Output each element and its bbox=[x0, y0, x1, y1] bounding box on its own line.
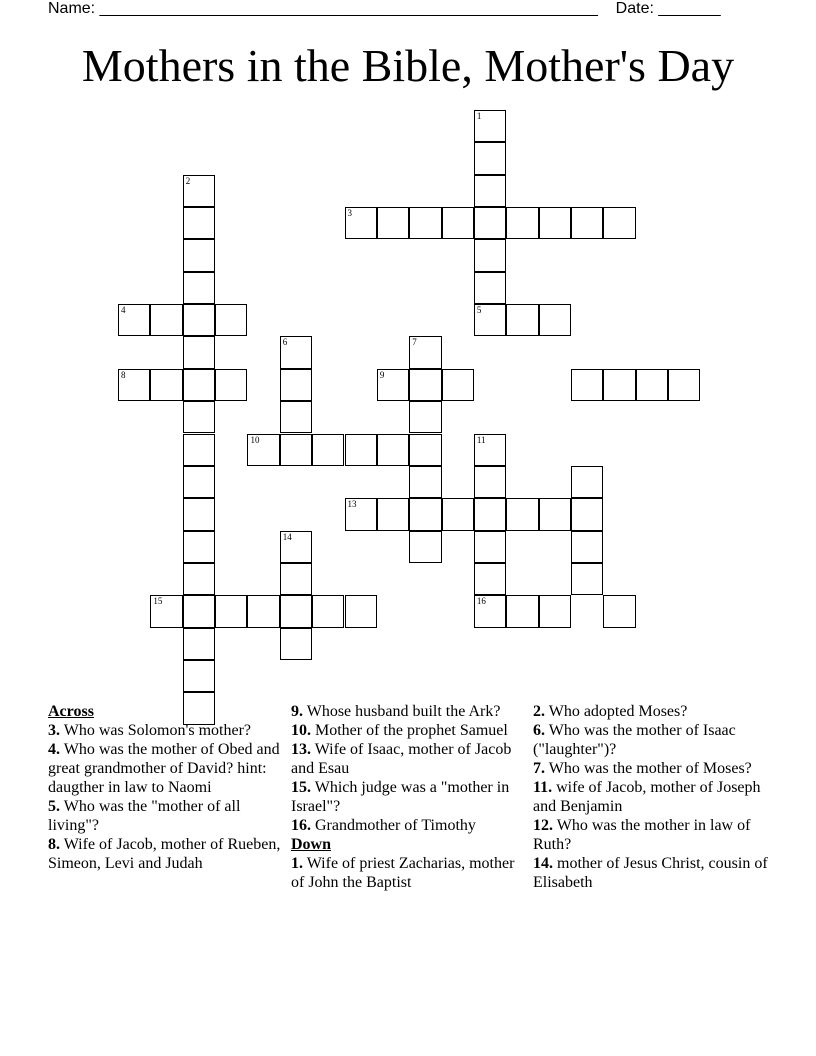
clue-item-text: Who was the mother of Moses? bbox=[545, 760, 752, 777]
crossword-cell[interactable] bbox=[183, 466, 215, 498]
crossword-cell[interactable] bbox=[474, 142, 506, 174]
clue-item bbox=[533, 778, 773, 816]
crossword-cell[interactable] bbox=[409, 207, 441, 239]
crossword-cell[interactable] bbox=[345, 595, 377, 627]
crossword-cell[interactable] bbox=[506, 595, 538, 627]
clue-number: 14 bbox=[282, 531, 292, 542]
clue-item bbox=[533, 816, 773, 854]
clue-item bbox=[533, 854, 773, 892]
clue-number: 13 bbox=[347, 499, 357, 510]
clue-item-number: 12. bbox=[533, 817, 553, 834]
clue-item-text: Wife of Jacob, mother of Rueben, Simeon, Levi and Judah bbox=[48, 836, 281, 872]
crossword-cell[interactable] bbox=[150, 369, 182, 401]
crossword-cell[interactable] bbox=[571, 466, 603, 498]
date-field-label: Date: _______ bbox=[615, 0, 721, 17]
clue-item-text: Mother of the prophet Samuel bbox=[311, 722, 508, 739]
crossword-cell[interactable] bbox=[409, 498, 441, 530]
clue-item-text: Wife of Isaac, mother of Jacob and Esau bbox=[291, 741, 512, 777]
down-clue-list-continued bbox=[533, 702, 773, 892]
crossword-cell[interactable] bbox=[118, 369, 150, 401]
crossword-cell[interactable] bbox=[474, 239, 506, 271]
crossword-cell[interactable] bbox=[636, 369, 668, 401]
crossword-cell[interactable] bbox=[183, 595, 215, 627]
clue-number: 11 bbox=[476, 434, 486, 445]
crossword-cell[interactable] bbox=[377, 498, 409, 530]
clue-number: 3 bbox=[347, 208, 352, 219]
clue-item-number: 10. bbox=[291, 722, 311, 739]
crossword-cell[interactable] bbox=[571, 369, 603, 401]
crossword-cell[interactable] bbox=[183, 239, 215, 271]
clue-number: 4 bbox=[121, 305, 126, 316]
clue-item bbox=[291, 778, 523, 816]
down-clue-list bbox=[291, 854, 523, 892]
crossword-cell[interactable] bbox=[280, 531, 312, 563]
page-title: Mothers in the Bible, Mother's Day bbox=[81, 40, 735, 91]
clue-number: 15 bbox=[153, 596, 163, 607]
crossword-cell[interactable] bbox=[345, 498, 377, 530]
crossword-cell[interactable] bbox=[183, 175, 215, 207]
clue-item bbox=[48, 721, 284, 740]
crossword-cell[interactable] bbox=[571, 531, 603, 563]
clue-item-number: 9. bbox=[291, 703, 303, 720]
clue-item bbox=[533, 721, 773, 759]
down-heading: Down bbox=[291, 836, 332, 853]
clue-item bbox=[533, 702, 773, 721]
crossword-cell[interactable] bbox=[474, 304, 506, 336]
crossword-cell[interactable] bbox=[150, 595, 182, 627]
crossword-cell[interactable] bbox=[280, 595, 312, 627]
crossword-cell[interactable] bbox=[571, 207, 603, 239]
clue-number: 1 bbox=[476, 111, 482, 121]
crossword-cell[interactable] bbox=[247, 434, 279, 466]
crossword-cell[interactable] bbox=[474, 466, 506, 498]
clue-number: 5 bbox=[476, 305, 482, 316]
crossword-cell[interactable] bbox=[474, 110, 506, 142]
crossword-cell[interactable] bbox=[280, 563, 312, 595]
crossword-cell[interactable] bbox=[409, 336, 441, 368]
clue-item-number: 15. bbox=[291, 779, 311, 796]
crossword-cell[interactable] bbox=[183, 434, 215, 466]
crossword-cell[interactable] bbox=[506, 498, 538, 530]
crossword-cell[interactable] bbox=[474, 207, 506, 239]
crossword-cell[interactable] bbox=[603, 369, 635, 401]
crossword-cell[interactable] bbox=[539, 595, 571, 627]
across-clues-column bbox=[48, 702, 284, 873]
crossword-cell[interactable] bbox=[474, 595, 506, 627]
crossword-cell[interactable] bbox=[215, 304, 247, 336]
across-clue-list-continued bbox=[291, 702, 523, 835]
clue-item-number: 4. bbox=[48, 741, 60, 758]
crossword-cell[interactable] bbox=[183, 401, 215, 433]
clue-number: 7 bbox=[412, 337, 417, 348]
clue-item bbox=[533, 759, 773, 778]
crossword-cell[interactable] bbox=[312, 434, 344, 466]
crossword-cell[interactable] bbox=[409, 369, 441, 401]
clue-item bbox=[48, 797, 284, 835]
clue-item-number: 13. bbox=[291, 741, 311, 758]
crossword-cell[interactable] bbox=[506, 304, 538, 336]
clue-item bbox=[291, 702, 523, 721]
crossword-cell[interactable] bbox=[280, 434, 312, 466]
crossword-cell[interactable] bbox=[280, 401, 312, 433]
clue-item-number: 2. bbox=[533, 703, 545, 720]
clue-item bbox=[291, 740, 523, 778]
crossword-cell[interactable] bbox=[183, 563, 215, 595]
clue-item bbox=[291, 816, 523, 835]
crossword-cell[interactable] bbox=[280, 369, 312, 401]
crossword-cell[interactable] bbox=[474, 434, 506, 466]
clue-item-number: 8. bbox=[48, 836, 60, 853]
clue-item bbox=[48, 740, 284, 797]
crossword-cell[interactable] bbox=[474, 531, 506, 563]
across-heading: Across bbox=[48, 703, 94, 720]
crossword-cell[interactable] bbox=[312, 595, 344, 627]
clue-number: 10 bbox=[250, 434, 260, 445]
crossword-cell[interactable] bbox=[150, 304, 182, 336]
crossword-cell[interactable] bbox=[474, 175, 506, 207]
crossword-cell[interactable] bbox=[118, 304, 150, 336]
crossword-cell[interactable] bbox=[183, 304, 215, 336]
clue-item-number: 3. bbox=[48, 722, 60, 739]
clue-item-text: Who was the mother of Isaac ("laughter")? bbox=[533, 722, 736, 758]
clue-item-text: Whose husband built the Ark? bbox=[303, 703, 501, 720]
crossword-cell[interactable] bbox=[377, 207, 409, 239]
crossword-cell[interactable] bbox=[247, 595, 279, 627]
crossword-cell[interactable] bbox=[474, 272, 506, 304]
crossword-cell[interactable] bbox=[603, 595, 635, 627]
crossword-cell[interactable] bbox=[539, 207, 571, 239]
crossword-cell[interactable] bbox=[409, 401, 441, 433]
crossword-cell[interactable] bbox=[280, 336, 312, 368]
clue-item-text: Wife of priest Zacharias, mother of John the Baptist bbox=[291, 855, 515, 891]
clue-item-number: 7. bbox=[533, 760, 545, 777]
crossword-cell[interactable] bbox=[539, 498, 571, 530]
crossword-cell[interactable] bbox=[571, 563, 603, 595]
crossword-cell[interactable] bbox=[280, 628, 312, 660]
clues-column-middle bbox=[291, 702, 523, 892]
crossword-cell[interactable] bbox=[215, 595, 247, 627]
crossword-cell[interactable] bbox=[474, 498, 506, 530]
clue-item-text: mother of Jesus Christ, cousin of Elisabeth bbox=[533, 855, 768, 891]
crossword-cell[interactable] bbox=[571, 498, 603, 530]
crossword-cell[interactable] bbox=[183, 660, 215, 692]
clue-item-number: 14. bbox=[533, 855, 553, 872]
clue-number: 2 bbox=[185, 175, 191, 186]
crossword-cell[interactable] bbox=[409, 531, 441, 563]
clue-item-number: 5. bbox=[48, 798, 60, 815]
crossword-cell[interactable] bbox=[409, 434, 441, 466]
down-clues-column bbox=[533, 702, 773, 892]
clue-item bbox=[48, 835, 284, 873]
crossword-cell[interactable] bbox=[442, 498, 474, 530]
clue-item-text: Which judge was a "mother in Israel"? bbox=[291, 779, 510, 815]
crossword-cell[interactable] bbox=[183, 207, 215, 239]
clue-item-text: Who adopted Moses? bbox=[545, 703, 688, 720]
crossword-cell[interactable] bbox=[409, 466, 441, 498]
clue-number: 9 bbox=[379, 369, 385, 380]
clue-item-text: Who was the mother in law of Ruth? bbox=[533, 817, 751, 853]
crossword-cell[interactable] bbox=[377, 434, 409, 466]
across-clue-list bbox=[48, 721, 284, 873]
clue-item-text: Grandmother of Timothy bbox=[311, 817, 476, 834]
crossword-cell[interactable] bbox=[345, 434, 377, 466]
crossword-cell[interactable] bbox=[183, 628, 215, 660]
crossword-cell[interactable] bbox=[539, 304, 571, 336]
name-field-label: Name: ________________________________________________________ bbox=[48, 0, 598, 17]
crossword-cell[interactable] bbox=[603, 207, 635, 239]
clue-item-number: 1. bbox=[291, 855, 303, 872]
crossword-cell[interactable] bbox=[183, 272, 215, 304]
clue-number: 8 bbox=[121, 369, 126, 380]
crossword-cell[interactable] bbox=[345, 207, 377, 239]
clue-item-text: Who was Solomon's mother? bbox=[60, 722, 252, 739]
clue-number: 16 bbox=[476, 596, 486, 607]
clue-item-text: wife of Jacob, mother of Joseph and Benjamin bbox=[533, 779, 761, 815]
crossword-cell[interactable] bbox=[668, 369, 700, 401]
clue-item-text: Who was the "mother of all living"? bbox=[48, 798, 241, 834]
clue-item-text: Who was the mother of Obed and great grandmother of David? hint: daugther in law to Naomi bbox=[48, 741, 280, 796]
crossword-cell[interactable] bbox=[183, 369, 215, 401]
crossword-cell[interactable] bbox=[506, 207, 538, 239]
clue-item bbox=[291, 854, 523, 892]
clue-item-number: 6. bbox=[533, 722, 545, 739]
crossword-cell[interactable] bbox=[183, 498, 215, 530]
clue-item-number: 11. bbox=[533, 779, 553, 796]
crossword-cell[interactable] bbox=[442, 207, 474, 239]
clue-number: 6 bbox=[282, 337, 288, 348]
crossword-cell[interactable] bbox=[183, 336, 215, 368]
clue-item bbox=[291, 721, 523, 740]
crossword-cell[interactable] bbox=[474, 563, 506, 595]
crossword-cell[interactable] bbox=[183, 531, 215, 563]
clue-item-number: 16. bbox=[291, 817, 311, 834]
crossword-cell[interactable] bbox=[215, 369, 247, 401]
crossword-cell[interactable] bbox=[442, 369, 474, 401]
crossword-cell[interactable] bbox=[377, 369, 409, 401]
